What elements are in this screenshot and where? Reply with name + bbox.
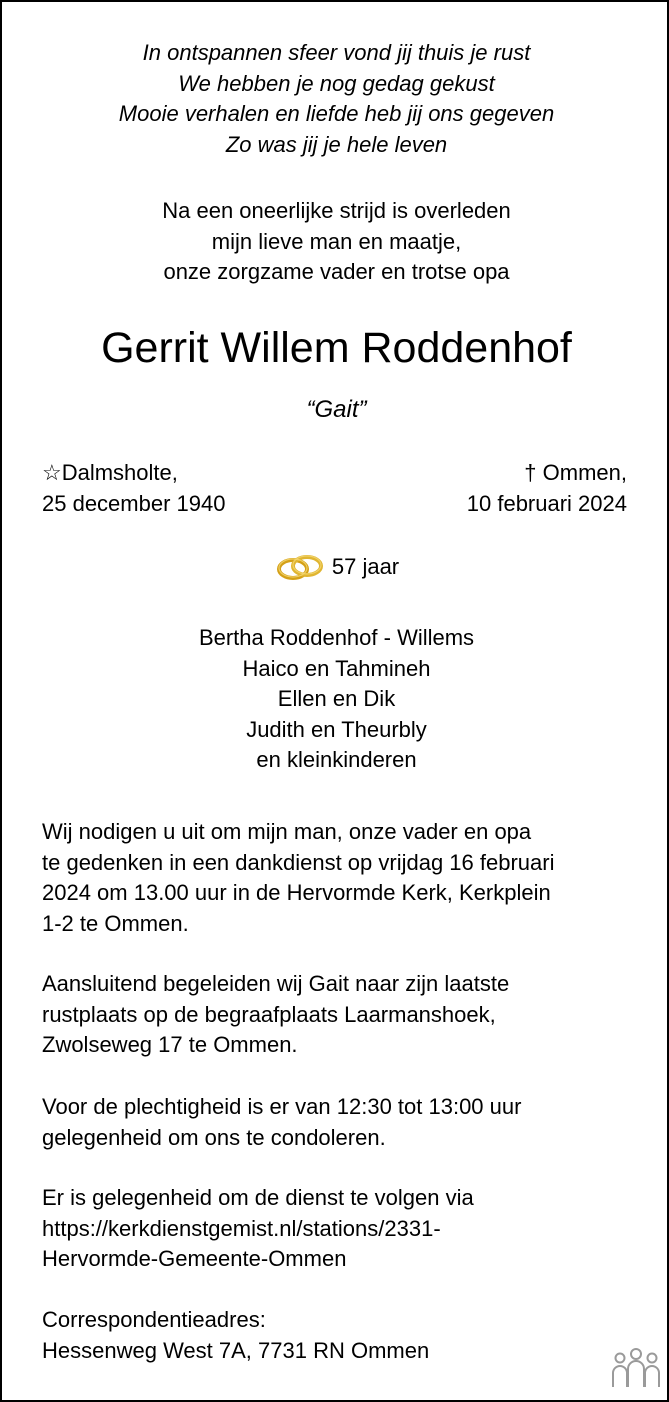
burial-line: Aansluitend begeleiden wij Gait naar zijn laatste [42,971,510,996]
people-group-logo-icon [610,1345,662,1391]
livestream-link-continued[interactable]: Hervormde-Gemeente-Ommen [42,1246,347,1271]
family-members [2,623,669,776]
poem-line: Mooie verhalen en liefde heb jij ons gegeven [118,101,555,126]
service-line: te gedenken in een dankdienst op vrijdag 16 februari [42,849,555,875]
burial-line: Zwolseweg 17 te Ommen. [42,1032,298,1057]
poem-line: Zo was jij je hele leven [225,131,448,157]
family-member: en kleinkinderen [256,747,417,772]
burial-info [42,969,642,1061]
service-line: 2024 om 13.00 uur in de Hervormde Kerk, Kerkplein [42,880,551,905]
announcement-intro [2,196,669,288]
intro-line: mijn lieve man en maatje, [211,228,462,254]
family-member: Haico en Tahmineh [242,655,431,681]
death-info [467,458,627,519]
service-invitation [42,817,642,939]
service-line: Wij nodigen u uit om mijn man, onze vader en opa [42,819,532,844]
deceased-nickname: “Gait” [306,396,367,423]
livestream-link[interactable]: https://kerkdienstgemist.nl/stations/2331- [42,1215,441,1241]
wedding-rings-icon [274,550,326,584]
livestream-info [42,1183,642,1275]
correspondence-label: Correspondentieadres: [42,1307,266,1332]
marriage-years: 57 jaar [331,554,400,579]
birth-info [42,458,225,519]
death-place: † Ommen, [524,460,627,485]
burial-line: rustplaats op de begraafplaats Laarmanshoek, [42,1001,496,1027]
deceased-name: Gerrit Willem Roddenhof [101,324,572,372]
poem [2,38,669,160]
condolence-info [42,1092,642,1153]
poem-line: In ontspannen sfeer vond jij thuis je rust [142,40,531,65]
correspondence-address [42,1305,642,1366]
intro-line: Na een oneerlijke strijd is overleden [162,198,511,223]
poem-line: We hebben je nog gedag gekust [178,70,495,96]
livestream-line: Er is gelegenheid om de dienst te volgen via [42,1185,474,1210]
family-member: Bertha Roddenhof - Willems [198,625,475,650]
birth-place: ☆Dalmsholte, [42,460,178,485]
family-member: Ellen en Dik [277,686,396,711]
condolence-line: Voor de plechtigheid is er van 12:30 tot 13:00 uur [42,1094,522,1119]
family-member: Judith en Theurbly [246,716,427,742]
correspondence-address-line: Hessenweg West 7A, 7731 RN Ommen [42,1337,430,1363]
service-line: 1-2 te Ommen. [42,910,189,936]
marriage-duration [2,550,669,584]
death-date: 10 februari 2024 [466,490,627,516]
intro-line: onze zorgzame vader en trotse opa [163,259,510,284]
condolence-line: gelegenheid om ons te condoleren. [42,1124,386,1150]
birth-date: 25 december 1940 [42,490,226,516]
